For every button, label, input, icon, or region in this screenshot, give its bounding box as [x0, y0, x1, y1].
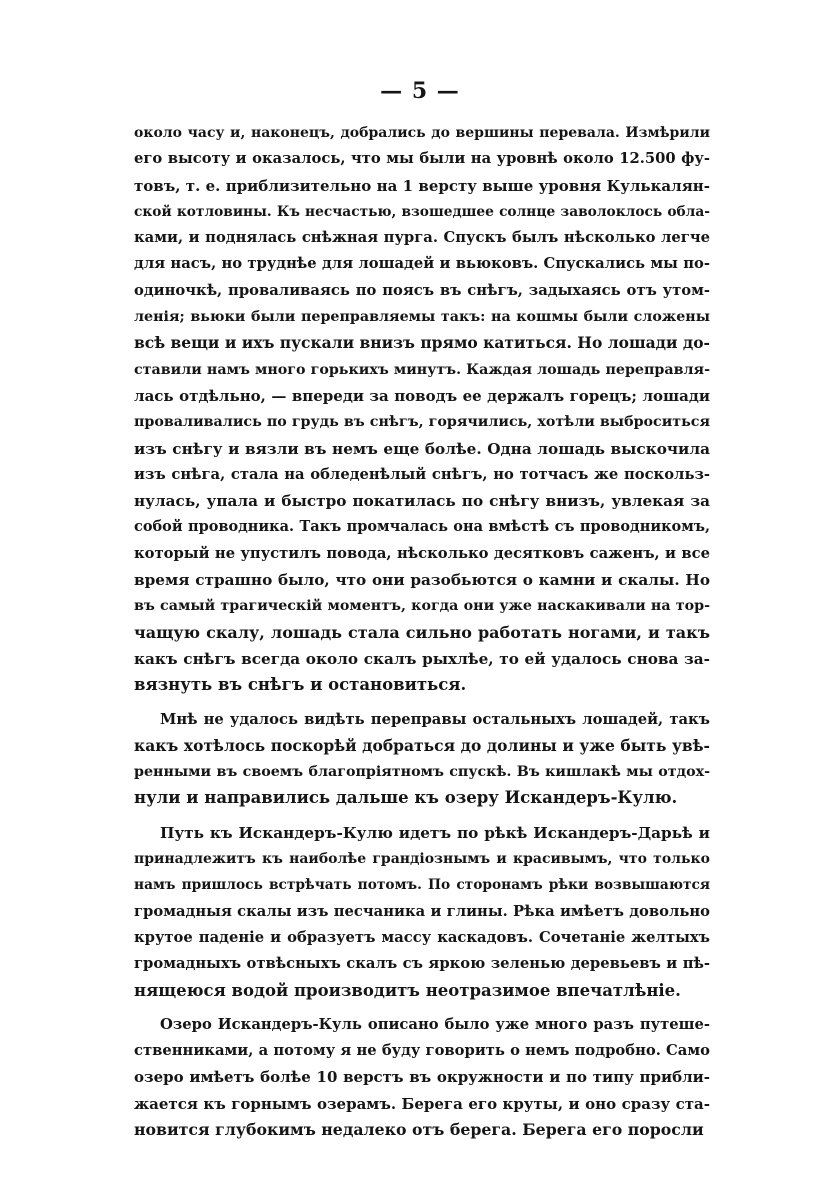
text-line: ренными въ своемъ благопріятномъ спускѣ. Въ кишлакѣ мы отдох-	[134, 764, 710, 781]
text-line: одиночкѣ, проваливаясь по поясъ въ снѣгъ, задыхаясь отъ утом-	[134, 281, 710, 299]
text-line: проваливались по грудь въ снѣгъ, горячились, хотѣли выброситься	[134, 414, 710, 431]
text-line: ленія; вьюки были переправляемы такъ: на кошмы были сложены	[134, 309, 710, 326]
paragraph-gap	[134, 1004, 710, 1012]
text-line: чащую скалу, лошадь стала сильно работать ногами, и такъ	[134, 622, 710, 642]
text-line: Мнѣ не удалось видѣть переправы остальныхъ лошадей, такъ	[160, 710, 710, 728]
paragraph	[134, 120, 710, 699]
text-line: въ самый трагическій моментъ, когда они уже наскакивали на тор-	[134, 598, 710, 615]
body-text	[134, 120, 710, 1143]
paragraph-gap	[134, 812, 710, 820]
text-line: громадныхъ отвѣсныхъ скалъ съ яркою зеленью деревьевъ и пѣ-	[134, 955, 710, 973]
text-line: его высоту и оказалось, что мы были на уровнѣ около 12.500 фу-	[134, 150, 710, 168]
text-line: Озеро Искандеръ-Куль описано было уже много разъ путеше-	[160, 1015, 710, 1033]
text-line: ской котловины. Къ несчастью, взошедшее солнце заволоклось обла-	[134, 203, 710, 220]
text-line: ставили намъ много горькихъ минутъ. Каждая лошадь переправля-	[134, 361, 710, 378]
text-line: нулась, упала и быстро покатилась по снѣгу внизъ, увлекая за	[134, 492, 710, 511]
text-line: который не упустилъ повода, нѣсколько десятковъ саженъ, и все	[134, 544, 710, 562]
text-line: около часу и, наконецъ, добрались до вершины перевала. Измѣрили	[134, 125, 710, 141]
text-line: лась отдѣльно, — впереди за поводъ ее держалъ горецъ; лошади	[134, 386, 710, 405]
text-line: ками, и поднялась снѣжная пурга. Спускъ былъ нѣсколько легче	[134, 229, 710, 247]
text-line: для насъ, но труднѣе для лошадей и вьюковъ. Спускались мы по-	[134, 255, 710, 273]
text-line: крутое паденіе и образуетъ массу каскадовъ. Сочетаніе желтыхъ	[134, 928, 710, 946]
text-line: намъ пришлось встрѣчать потомъ. По сторонамъ рѣки возвышаются	[134, 877, 710, 894]
text-line: какъ хотѣлось поскорѣй добраться до долины и уже быть увѣ-	[134, 735, 710, 755]
paragraph-gap	[134, 699, 710, 707]
text-line: какъ снѣгъ всегда около скалъ рыхлѣе, то ей удалось снова за-	[134, 649, 710, 668]
text-line: ственниками, а потому я не буду говорить о немъ подробно. Само	[134, 1042, 710, 1060]
text-line: жается къ горнымъ озерамъ. Берега его круты, и оно сразу ста-	[134, 1094, 710, 1113]
paragraph	[134, 1012, 710, 1143]
text-line: вязнуть въ снѣгъ и остановиться.	[134, 675, 467, 695]
paragraph	[134, 820, 710, 1004]
text-line: товъ, т. е. приблизительно на 1 версту выше уровня Кулькалян-	[134, 176, 710, 195]
text-line: принадлежитъ къ наиболѣе грандіознымъ и красивымъ, что только	[134, 851, 710, 868]
text-line: изъ снѣга, стала на обледенѣлый снѣгъ, но тотчасъ же поскольз-	[134, 465, 710, 483]
text-line: громадныя скалы изъ песчаника и глины. Рѣка имѣетъ довольно	[134, 902, 710, 920]
text-line: озеро имѣетъ болѣе 10 верстъ въ окружности и по типу прибли-	[134, 1068, 710, 1087]
text-line: собой проводника. Такъ промчалась она вмѣстѣ съ проводникомъ,	[134, 518, 710, 536]
text-line: время страшно было, что они разобьются о камни и скалы. Но	[134, 571, 710, 590]
text-line: Путь къ Искандеръ-Кулю идетъ по рѣкѣ Искандеръ-Дарьѣ и	[160, 823, 710, 842]
page-number: — 5 —	[380, 78, 460, 104]
text-line: всѣ вещи и ихъ пускали внизъ прямо катиться. Но лошади до-	[134, 333, 710, 353]
text-line: изъ снѣгу и вязли въ немъ еще болѣе. Одна лошадь выскочила	[134, 439, 710, 458]
text-line: нящеюся водой производитъ неотразимое впечатлѣніе.	[134, 980, 681, 1000]
text-line: нули и направились дальше къ озеру Искандеръ-Кулю.	[134, 788, 678, 808]
text-line: новится глубокимъ недалеко отъ берега. Берега его поросли	[134, 1119, 704, 1139]
paragraph	[134, 707, 710, 812]
